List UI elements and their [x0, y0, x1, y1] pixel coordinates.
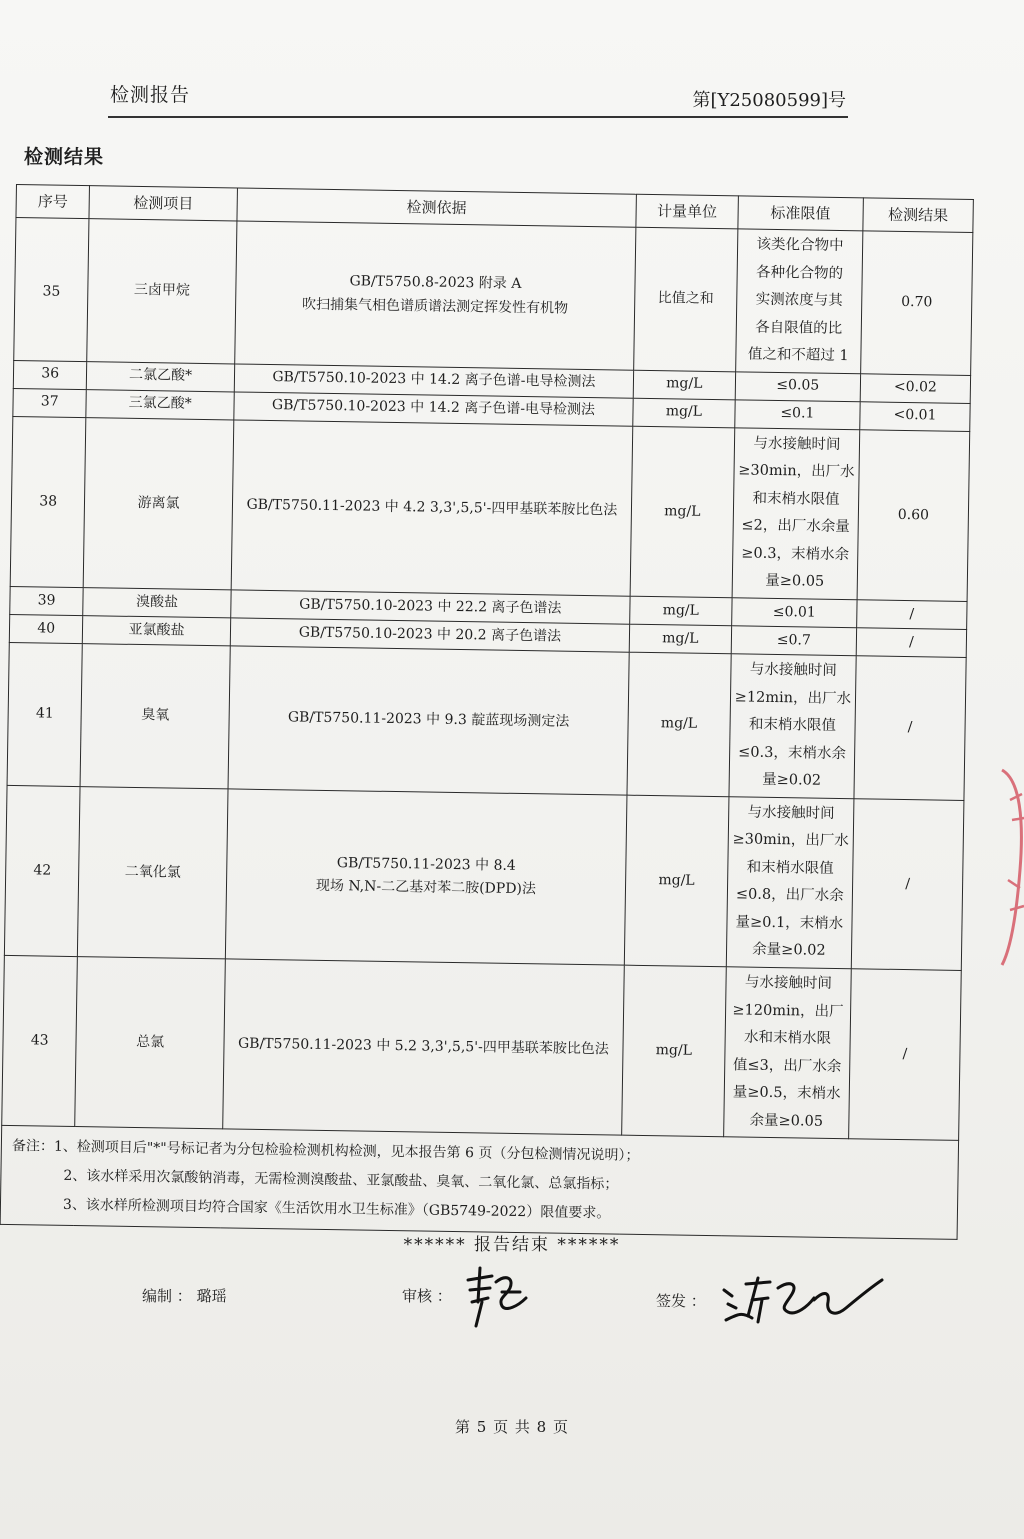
notes-row	[0, 1126, 958, 1240]
review-label: 审核 ：	[402, 1287, 452, 1305]
note-line: 备注：1、检测项目后"*"号标记者为分包检验检测机构检测，见本报告第 6 页（分包检测情况说明）；	[11, 1138, 640, 1165]
row-result: <0.01	[860, 402, 970, 432]
row-unit: mg/L	[633, 370, 735, 400]
limit-line: ≥0.3，末梢水余	[741, 545, 850, 564]
limit-line: 与水接触时间	[753, 435, 841, 453]
row-unit: mg/L	[627, 652, 731, 796]
limit-line: 量≥0.05	[765, 573, 825, 591]
limit-line: ≥30min，出厂水	[732, 831, 849, 850]
issue-label: 签发 ：	[656, 1292, 706, 1310]
red-seal-fragment	[990, 760, 1024, 970]
col-header-result: 检测结果	[863, 198, 974, 233]
row-item: 亚氯酸盐	[83, 616, 231, 646]
table-row	[4, 785, 964, 970]
report-title: 检测报告	[110, 84, 191, 106]
row-number: 37	[13, 388, 87, 417]
row-unit: mg/L	[630, 596, 732, 626]
limit-line: 量≥0.02	[762, 771, 822, 789]
limit-line: 该类化合物中	[756, 236, 844, 255]
row-limit	[726, 797, 854, 969]
col-header-basis: 检测依据	[237, 188, 637, 227]
row-result: 0.60	[857, 430, 970, 602]
row-result: /	[851, 798, 964, 970]
compile-label: 编制 ：	[142, 1287, 192, 1305]
basis-line: 现场 N,N-二乙基对苯二胺(DPD)法	[315, 878, 537, 898]
section-title: 检测结果	[24, 146, 105, 168]
table-row	[10, 416, 970, 601]
row-number: 42	[4, 785, 80, 956]
col-header-unit: 计量单位	[636, 194, 738, 229]
basis-line: GB/T5750.8-2023 附录 A	[349, 273, 522, 293]
limit-line: ≤2，出厂水余量	[741, 517, 850, 536]
row-limit: ≤0.01	[731, 598, 857, 628]
limit-line: 值≤3，出厂水余	[732, 1057, 842, 1075]
compile-name: 璐瑶	[196, 1287, 227, 1305]
table-row	[14, 218, 973, 376]
row-basis: GB/T5750.10-2023 中 22.2 离子色谱法	[231, 590, 630, 624]
limit-line: 各自限值的比	[755, 319, 843, 337]
limit-line: 水和末梢水限	[743, 1029, 832, 1048]
row-limit	[732, 428, 860, 600]
row-number: 43	[2, 955, 78, 1126]
limit-line: 余量≥0.02	[752, 942, 826, 960]
report-header	[108, 76, 848, 118]
limit-line: 与水接触时间	[749, 661, 837, 679]
row-result: 0.70	[861, 231, 973, 375]
row-item: 二氯乙酸*	[87, 361, 235, 391]
limit-line: 和末梢水限值	[746, 859, 834, 877]
row-limit: ≤0.05	[735, 372, 861, 402]
results-table	[0, 184, 974, 1240]
note-line: 2、该水样采用次氯酸钠消毒，无需检测溴酸盐、亚氯酸盐、臭氧、二氧化氯、总氯指标；	[63, 1167, 619, 1193]
row-unit: mg/L	[633, 398, 735, 428]
row-item: 总氯	[75, 957, 225, 1130]
row-unit: mg/L	[624, 795, 728, 967]
limit-line: 和末梢水限值	[752, 490, 840, 508]
row-item: 三氯乙酸*	[86, 389, 234, 419]
row-item: 溴酸盐	[83, 588, 231, 618]
row-number: 40	[9, 614, 83, 643]
col-header-no: 序号	[16, 185, 90, 219]
page-footer: 第 5 页 共 8 页	[455, 1418, 569, 1436]
row-limit	[723, 967, 851, 1139]
limit-line: ≤0.3，末梢水余	[738, 744, 847, 762]
limit-line: 和末梢水限值	[748, 716, 837, 735]
limit-line: 量≥0.1，末梢水	[735, 914, 844, 933]
row-basis	[225, 789, 627, 966]
report-number: 第[Y25080599]号	[692, 90, 846, 111]
row-basis	[235, 221, 636, 370]
row-item: 二氧化氯	[78, 786, 228, 959]
reviewer-signature	[462, 1262, 534, 1332]
row-number: 39	[10, 586, 84, 615]
row-basis: GB/T5750.10-2023 中 20.2 离子色谱法	[230, 618, 629, 652]
limit-line: ≥30min，出厂水	[738, 462, 855, 481]
row-unit: mg/L	[629, 624, 731, 654]
col-header-item: 检测项目	[89, 186, 237, 221]
row-result: <0.02	[860, 374, 970, 404]
row-limit: ≤0.7	[731, 626, 857, 656]
report-end-mark: ****** 报告结束 ******	[403, 1235, 621, 1255]
col-header-limit: 标准限值	[738, 196, 864, 231]
row-basis: GB/T5750.10-2023 中 14.2 离子色谱-电导检测法	[234, 364, 633, 398]
row-basis: GB/T5750.11-2023 中 5.2 3,3',5,5'-四甲基联苯胺比色法	[223, 959, 625, 1136]
row-number: 38	[10, 416, 86, 587]
basis-line: 吹扫捕集气相色谱质谱法测定挥发性有机物	[301, 296, 569, 317]
issued-by	[656, 1290, 706, 1311]
row-result: /	[856, 628, 966, 658]
row-number: 35	[14, 218, 90, 362]
row-unit: 比值之和	[634, 227, 738, 371]
notes-cell	[0, 1126, 958, 1240]
row-item: 臭氧	[80, 644, 230, 789]
limit-line: ≥12min，出厂水	[734, 688, 852, 707]
compiled-by	[142, 1285, 227, 1306]
table-row	[7, 642, 966, 800]
row-result: /	[849, 969, 962, 1141]
row-result: /	[857, 600, 967, 630]
limit-line: 值之和不超过 1	[747, 346, 849, 365]
row-basis: GB/T5750.11-2023 中 9.3 靛蓝现场测定法	[228, 646, 629, 795]
row-item: 三卤甲烷	[87, 219, 237, 364]
row-number: 36	[13, 360, 87, 389]
basis-line: GB/T5750.11-2023 中 8.4	[336, 854, 516, 874]
limit-line: ≥120min，出厂	[732, 1001, 844, 1020]
table-row	[2, 955, 962, 1140]
limit-line: 与水接触时间	[744, 974, 833, 992]
row-number: 41	[7, 642, 83, 786]
row-item: 游离氯	[83, 417, 233, 590]
limit-line: 各种化合物的	[755, 264, 844, 282]
reviewed-by	[402, 1285, 452, 1306]
row-basis: GB/T5750.10-2023 中 14.2 离子色谱-电导检测法	[234, 392, 633, 426]
row-limit	[729, 654, 856, 799]
limit-line: ≤0.8，出厂水余	[735, 886, 844, 905]
row-limit	[735, 229, 862, 374]
issuer-signature	[718, 1270, 888, 1332]
note-line: 3、该水样所检测项目均符合国家《生活饮用水卫生标准》（GB5749-2022）限值要求。	[62, 1196, 611, 1222]
limit-line: 余量≥0.05	[749, 1112, 824, 1130]
row-unit: mg/L	[622, 965, 726, 1137]
row-limit: ≤0.1	[735, 400, 861, 430]
row-basis: GB/T5750.11-2023 中 4.2 3,3',5,5'-四甲基联苯胺比色法	[231, 420, 633, 597]
row-unit: mg/L	[630, 426, 734, 598]
limit-line: 实测浓度与其	[755, 291, 843, 310]
row-result: /	[854, 656, 966, 800]
limit-line: 量≥0.5，末梢水	[732, 1084, 841, 1103]
limit-line: 与水接触时间	[747, 804, 835, 822]
